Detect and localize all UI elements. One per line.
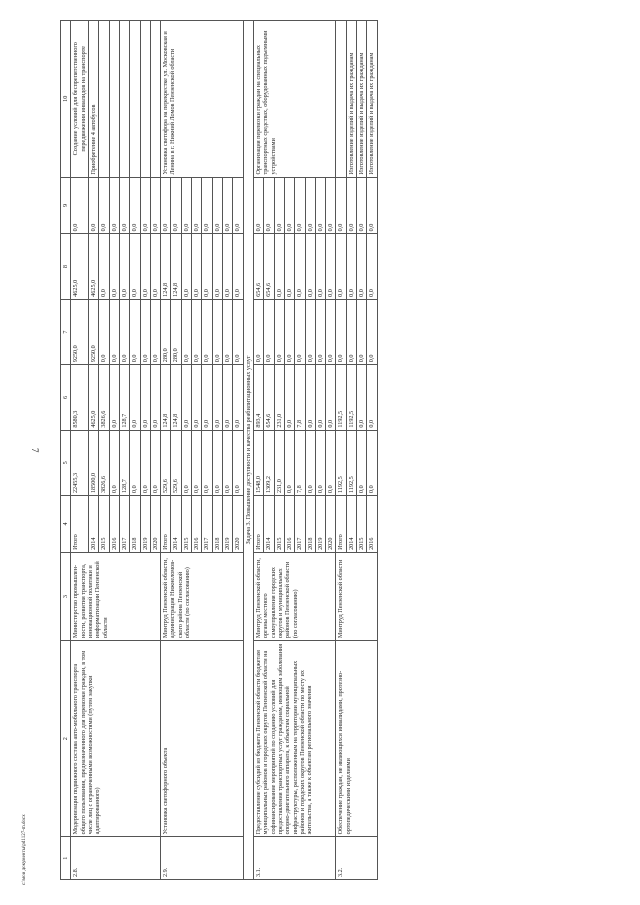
year-cell: 2015 [357,496,367,553]
item-number: 2.9. [161,837,244,880]
value-cell: 0,0 [99,177,109,234]
value-cell: 0,0 [357,365,367,430]
value-cell: 0,0 [99,299,109,364]
value-cell: 0,0 [223,177,233,234]
value-cell: 0,0 [150,365,160,430]
program-table [60,20,378,880]
result-cell: Изготовление изделий и выдача их гражданам [367,21,377,178]
year-cell: 2014 [88,496,98,553]
value-cell: 0,0 [346,299,356,364]
column-header: 9 [61,177,71,234]
value-cell: 9250,0 [88,299,98,364]
item-executor: Минтруд Пензенской области, органы местного самоуправления городских округов и муниципальных районов Пензенской области (по согласованию) [253,552,336,640]
value-cell: 124,8 [161,234,171,299]
value-cell: 893,4 [253,365,263,430]
column-header: 8 [61,234,71,299]
value-cell: 0,0 [253,177,263,234]
value-cell: 0,0 [336,177,346,234]
value-cell: 0,0 [212,365,222,430]
year-cell: 2016 [367,496,377,553]
value-cell: 0,0 [326,365,336,430]
value-cell: 0,0 [109,430,119,495]
result-cell: Организация перевозки граждан на специальных транспортных средствах, оборудованных подъемными устройствами [253,21,336,178]
year-cell: 2016 [192,496,202,553]
value-cell: 0,0 [150,299,160,364]
value-cell: 7,8 [295,365,305,430]
year-cell: 2017 [119,496,129,553]
value-cell: 280,0 [161,299,171,364]
value-cell: 0,0 [233,177,243,234]
value-cell: 22455,3 [71,430,89,495]
value-cell: 0,0 [367,365,377,430]
value-cell: 0,0 [212,299,222,364]
value-cell: 0,0 [192,177,202,234]
year-cell: 2014 [264,496,274,553]
value-cell: 0,0 [109,299,119,364]
value-cell: 0,0 [181,299,191,364]
year-cell: 2018 [130,496,140,553]
year-cell: 2015 [181,496,191,553]
value-cell: 9250,0 [71,299,89,364]
value-cell: 654,6 [264,234,274,299]
value-cell: 0,0 [336,299,346,364]
table-row [253,21,263,880]
value-cell: 0,0 [357,430,367,495]
value-cell: 0,0 [315,299,325,364]
year-cell: 2019 [140,496,150,553]
value-cell: 0,0 [315,234,325,299]
value-cell: 0,0 [140,365,150,430]
header-row [61,21,71,880]
year-cell: 2015 [99,496,109,553]
value-cell: 0,0 [357,177,367,234]
result-cell: Изготовление изделий и выдача их гражданам [357,21,367,178]
value-cell: 0,0 [181,365,191,430]
value-cell: 0,0 [357,299,367,364]
table-row [71,21,89,880]
table-body [61,21,378,880]
year-cell: Итого [253,496,263,553]
value-cell: 0,0 [130,365,140,430]
column-header: 7 [61,299,71,364]
value-cell: 0,0 [171,177,181,234]
value-cell: 0,0 [130,177,140,234]
value-cell: 0,0 [367,299,377,364]
year-cell: 2019 [223,496,233,553]
value-cell: 0,0 [140,430,150,495]
value-cell: 0,0 [305,177,315,234]
value-cell: 0,0 [326,299,336,364]
value-cell: 0,0 [233,299,243,364]
item-name: Модернизация подвижного состава авто-мобильного транспорта общего пользования, предназначенного для перевозки граждан, в том числе лиц с ограниченными возможностями (путем закупки адаптированного) [71,641,161,837]
value-cell: 0,0 [326,234,336,299]
value-cell: 124,8 [161,365,171,430]
value-cell: 0,0 [284,365,294,430]
item-name: Установка светофорного объекта [161,641,244,837]
column-header: 2 [61,641,71,837]
value-cell: 654,6 [264,365,274,430]
task-heading: Задача 3. Повышение доступности и качества реабилитационных услуг [243,21,253,880]
value-cell: 0,0 [150,430,160,495]
year-cell: 2020 [150,496,160,553]
item-executor: Минтруд Пензенской области, администрация Нижнеломов-ского района Пензенской области (по согласованию) [161,552,244,640]
value-cell: 0,0 [99,234,109,299]
year-cell: 2018 [212,496,222,553]
column-header: 1 [61,837,71,880]
value-cell: 0,0 [253,299,263,364]
value-cell: 0,0 [264,177,274,234]
value-cell: 0,0 [109,365,119,430]
value-cell: 124,8 [171,365,181,430]
value-cell: 0,0 [233,234,243,299]
value-cell: 0,0 [367,234,377,299]
value-cell: 0,0 [181,234,191,299]
value-cell: 0,0 [233,365,243,430]
value-cell: 654,6 [253,234,263,299]
value-cell: 0,0 [212,177,222,234]
result-cell [150,21,160,178]
column-header: 10 [61,21,71,178]
year-cell: 2017 [202,496,212,553]
value-cell: 18500,0 [88,430,98,495]
value-cell: 3826,6 [99,365,109,430]
value-cell: 0,0 [367,177,377,234]
item-name: Обеспечение граждан, не являющихся инвалидами, протезно-ортопедическими изделиями [336,641,377,837]
value-cell: 0,0 [223,234,233,299]
value-cell: 1548,0 [253,430,263,495]
result-cell [130,21,140,178]
value-cell: 0,0 [233,430,243,495]
result-cell [336,21,346,178]
value-cell: 0,0 [295,234,305,299]
value-cell: 0,0 [192,430,202,495]
value-cell: 0,0 [130,234,140,299]
value-cell: 8580,3 [71,365,89,430]
value-cell: 231,0 [274,365,284,430]
value-cell: 0,0 [192,299,202,364]
value-cell: 0,0 [315,177,325,234]
year-cell: 2019 [315,496,325,553]
value-cell: 0,0 [71,177,89,234]
value-cell: 0,0 [295,177,305,234]
value-cell: 0,0 [130,430,140,495]
value-cell: 0,0 [315,365,325,430]
value-cell: 0,0 [150,177,160,234]
item-number: 3.2. [336,837,377,880]
value-cell: 0,0 [284,177,294,234]
year-cell: 2016 [284,496,294,553]
value-cell: 7,8 [295,430,305,495]
value-cell: 128,7 [119,430,129,495]
value-cell: 0,0 [315,430,325,495]
value-cell: 1192,5 [346,365,356,430]
value-cell: 0,0 [223,299,233,364]
value-cell: 4625,0 [88,365,98,430]
file-path-footer: c:\мои документы\pd1127-m.docx [22,814,27,885]
value-cell: 3826,6 [99,430,109,495]
value-cell: 0,0 [212,234,222,299]
result-cell [140,21,150,178]
value-cell: 0,0 [119,299,129,364]
value-cell: 0,0 [284,234,294,299]
result-cell [99,21,109,178]
value-cell: 0,0 [109,234,119,299]
value-cell: 0,0 [88,177,98,234]
program-table-sheet [60,20,580,880]
value-cell: 231,0 [274,430,284,495]
value-cell: 529,6 [171,430,181,495]
year-cell: Итого [71,496,89,553]
item-number: 2.8. [71,837,161,880]
result-cell: Приобретение 4 автобусов [88,21,98,178]
result-cell: Создание условий для беспрепятственного передвижения инвалидов на транспорте [71,21,89,178]
value-cell: 0,0 [181,177,191,234]
year-cell: 2018 [305,496,315,553]
item-number: 3.1. [253,837,336,880]
value-cell: 0,0 [326,177,336,234]
value-cell: 0,0 [140,299,150,364]
year-cell: Итого [161,496,171,553]
value-cell: 0,0 [284,299,294,364]
value-cell: 0,0 [305,234,315,299]
value-cell: 1309,2 [264,430,274,495]
year-cell: 2016 [109,496,119,553]
value-cell: 0,0 [212,430,222,495]
value-cell: 0,0 [202,177,212,234]
value-cell: 0,0 [140,234,150,299]
value-cell: 280,0 [171,299,181,364]
value-cell: 0,0 [140,177,150,234]
value-cell: 0,0 [336,234,346,299]
value-cell: 0,0 [202,430,212,495]
value-cell: 0,0 [202,365,212,430]
value-cell: 0,0 [284,430,294,495]
value-cell: 0,0 [274,234,284,299]
column-header: 6 [61,365,71,430]
value-cell: 1192,5 [336,430,346,495]
value-cell: 0,0 [109,177,119,234]
value-cell: 0,0 [305,430,315,495]
value-cell: 124,8 [171,234,181,299]
value-cell: 0,0 [161,177,171,234]
value-cell: 0,0 [119,234,129,299]
value-cell: 0,0 [274,177,284,234]
value-cell: 0,0 [326,430,336,495]
result-cell [119,21,129,178]
item-name: Предоставление субсидий из бюджета Пензенской области бюджетам муниципальных районов и городских округов Пензенской области на софинансирование мероприятий по созданию условий для предоставления транспортных услуг гражданам, имеющим заболевания опорно-двигательного аппарата, к объектам социальной инфраструктуры, расположенным на территории муниципальных районов и городских округов Пензенской области по месту их жительства, а также к объектам регионального значения [253,641,336,837]
value-cell: 1192,5 [346,430,356,495]
value-cell: 0,0 [274,299,284,364]
table-row [161,21,171,880]
year-cell: Итого [336,496,346,553]
value-cell: 1192,5 [336,365,346,430]
task-row [243,21,253,880]
value-cell: 0,0 [181,430,191,495]
result-cell: Установка светофора на перекрестке ул. Московская и Ленина в г. Нижний Ломов Пензенской области [161,21,244,178]
value-cell: 128,7 [119,365,129,430]
value-cell: 0,0 [223,430,233,495]
value-cell: 529,6 [161,430,171,495]
value-cell: 0,0 [305,299,315,364]
value-cell: 0,0 [346,177,356,234]
item-executor: Министерство промышлен-ности, развития транспорта, инновационной политики и информатизации Пензенской области [71,552,161,640]
year-cell: 2020 [233,496,243,553]
value-cell: 0,0 [367,430,377,495]
value-cell: 0,0 [295,299,305,364]
value-cell: 4625,0 [88,234,98,299]
value-cell: 0,0 [119,177,129,234]
year-cell: 2017 [295,496,305,553]
year-cell: 2014 [346,496,356,553]
value-cell: 0,0 [130,299,140,364]
value-cell: 0,0 [264,299,274,364]
year-cell: 2020 [326,496,336,553]
column-header: 4 [61,496,71,553]
column-header: 3 [61,552,71,640]
result-cell: Изготовление изделий и выдача их гражданам [346,21,356,178]
year-cell: 2014 [171,496,181,553]
result-cell [109,21,119,178]
value-cell: 0,0 [357,234,367,299]
page-number: 7 [30,448,40,453]
value-cell: 0,0 [192,365,202,430]
year-cell: 2015 [274,496,284,553]
value-cell: 0,0 [192,234,202,299]
value-cell: 4625,0 [71,234,89,299]
value-cell: 0,0 [346,234,356,299]
item-executor: Минтруд Пензенской области [336,552,377,640]
value-cell: 0,0 [202,234,212,299]
value-cell: 0,0 [150,234,160,299]
value-cell: 0,0 [305,365,315,430]
value-cell: 0,0 [223,365,233,430]
table-row [336,21,346,880]
value-cell: 0,0 [202,299,212,364]
column-header: 5 [61,430,71,495]
